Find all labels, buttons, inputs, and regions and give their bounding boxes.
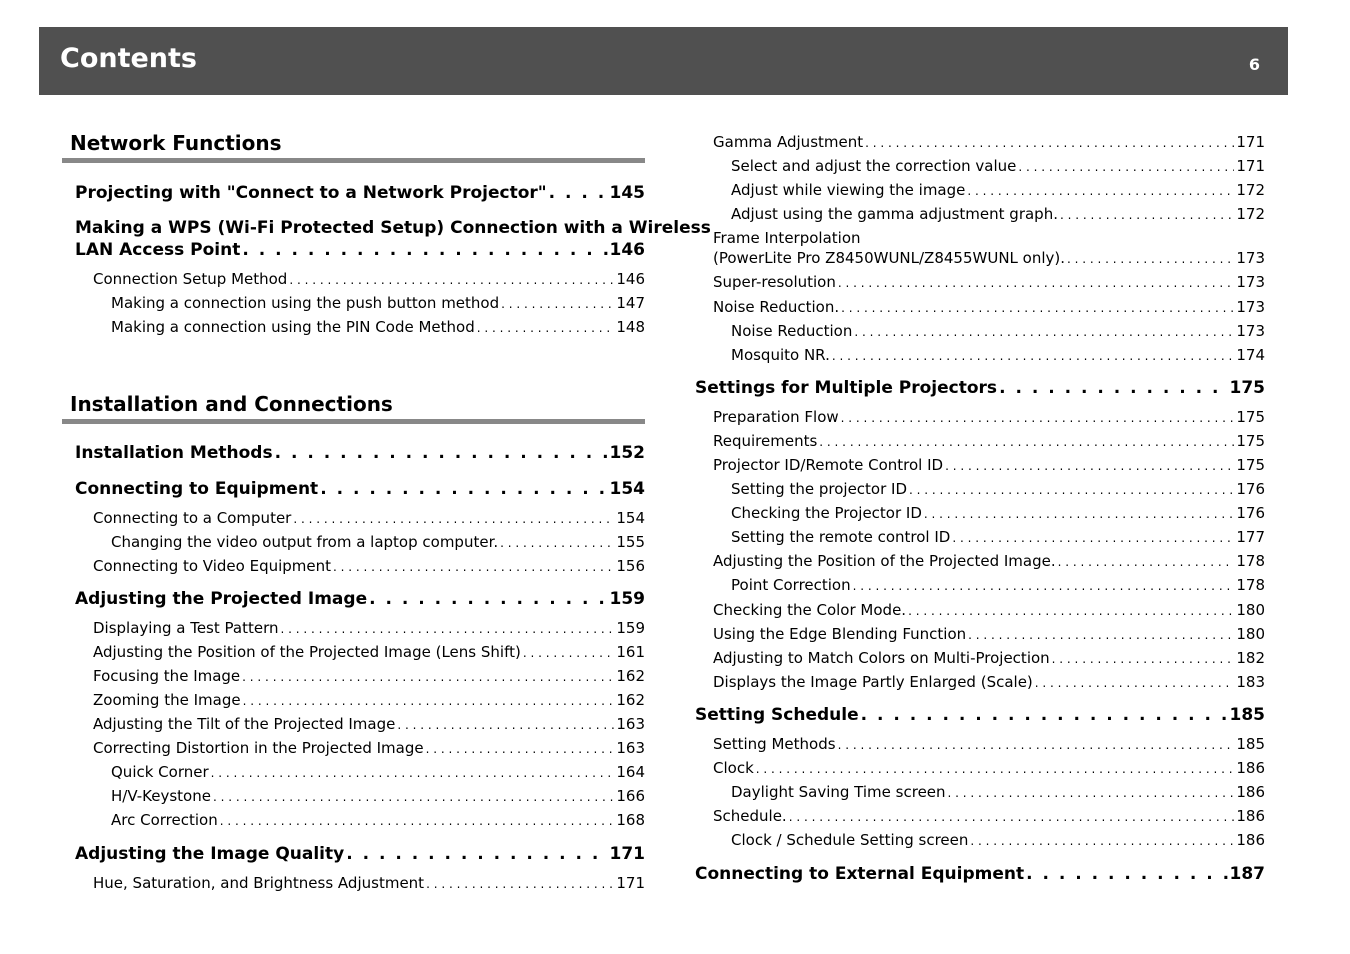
section-rule (62, 419, 645, 424)
toc-entry-setting-methods[interactable]: Setting Methods . . . 185 (713, 735, 1265, 753)
page-header (39, 27, 1288, 95)
toc-entry-clock[interactable]: Clock . . . 186 (713, 759, 1265, 777)
toc-entry-color-mode[interactable]: Checking the Color Mode. . . . 180 (713, 601, 1265, 619)
page-number: 6 (1248, 55, 1260, 74)
toc-entry-checking-projector-id[interactable]: Checking the Projector ID . . . 176 (731, 504, 1265, 522)
toc-entry-wps-connection[interactable]: LAN Access Point . . . 146 (75, 240, 645, 260)
toc-entry-select-correction-value[interactable]: Select and adjust the correction value . . . 171 (731, 157, 1265, 175)
toc-entry-test-pattern[interactable]: Displaying a Test Pattern . . . 159 (93, 619, 645, 637)
toc-entry-schedule[interactable]: Schedule. . . . 186 (713, 807, 1265, 825)
toc-entry-installation-methods[interactable]: Installation Methods . . . 152 (75, 443, 645, 463)
toc-entry-scale[interactable]: Displays the Image Partly Enlarged (Scale) . . . 183 (713, 673, 1265, 691)
toc-entry-remote-control-id[interactable]: Setting the remote control ID . . . 177 (731, 528, 1265, 546)
toc-entry-clock-schedule-screen[interactable]: Clock / Schedule Setting screen . . . 186 (731, 831, 1265, 849)
toc-entry-frame-interpolation-line1[interactable]: Frame Interpolation (713, 229, 861, 247)
toc-entry-connect-network-projector[interactable]: Projecting with "Connect to a Network Projector" . . . 145 (75, 183, 645, 203)
toc-entry-preparation-flow[interactable]: Preparation Flow . . . 175 (713, 408, 1265, 426)
toc-entry-adjust-viewing-image[interactable]: Adjust while viewing the image . . . 172 (731, 181, 1265, 199)
toc-entry-match-colors[interactable]: Adjusting to Match Colors on Multi-Projection . . . 182 (713, 649, 1265, 667)
toc-entry-wps-line1[interactable]: Making a WPS (Wi-Fi Protected Setup) Connection with a Wireless (75, 218, 711, 238)
toc-entry-pin-code-method[interactable]: Making a connection using the PIN Code Method . . . 148 (111, 318, 645, 336)
section-title-network-functions: Network Functions (70, 131, 282, 155)
toc-entry-point-correction[interactable]: Point Correction . . . 178 (731, 576, 1265, 594)
toc-entry-setting-projector-id[interactable]: Setting the projector ID . . . 176 (731, 480, 1265, 498)
toc-entry-adjusting-projected-image[interactable]: Adjusting the Projected Image . . . 159 (75, 589, 645, 609)
toc-entry-noise-reduction-sub[interactable]: Noise Reduction . . . 173 (731, 322, 1265, 340)
section-rule (62, 158, 645, 163)
toc-entry-connecting-video-equipment[interactable]: Connecting to Video Equipment . . . 156 (93, 557, 645, 575)
toc-entry-hv-keystone[interactable]: H/V-Keystone . . . 166 (111, 787, 645, 805)
toc-entry-connecting-to-computer[interactable]: Connecting to a Computer . . . 154 (93, 509, 645, 527)
toc-entry-zooming[interactable]: Zooming the Image . . . 162 (93, 691, 645, 709)
toc-entry-focusing[interactable]: Focusing the Image . . . 162 (93, 667, 645, 685)
toc-entry-push-button-method[interactable]: Making a connection using the push button method . . . 147 (111, 294, 645, 312)
toc-entry-video-output-laptop[interactable]: Changing the video output from a laptop computer. . . . 155 (111, 533, 645, 551)
toc-entry-connection-setup-method[interactable]: Connection Setup Method . . . 146 (93, 270, 645, 288)
toc-entry-projector-remote-id[interactable]: Projector ID/Remote Control ID . . . 175 (713, 456, 1265, 474)
toc-entry-connecting-to-equipment[interactable]: Connecting to Equipment . . . 154 (75, 479, 645, 499)
toc-entry-noise-reduction[interactable]: Noise Reduction. . . . 173 (713, 298, 1265, 316)
toc-entry-gamma-graph[interactable]: Adjust using the gamma adjustment graph. . . . 172 (731, 205, 1265, 223)
toc-entry-super-resolution[interactable]: Super-resolution . . . 173 (713, 273, 1265, 291)
page-title: Contents (60, 43, 198, 74)
toc-entry-quick-corner[interactable]: Quick Corner . . . 164 (111, 763, 645, 781)
toc-entry-lens-shift[interactable]: Adjusting the Position of the Projected Image (Lens Shift) . . . 161 (93, 643, 645, 661)
toc-entry-edge-blending[interactable]: Using the Edge Blending Function . . . 180 (713, 625, 1265, 643)
toc-entry-arc-correction[interactable]: Arc Correction . . . 168 (111, 811, 645, 829)
toc-entry-position-projected-image[interactable]: Adjusting the Position of the Projected Image. . . . 178 (713, 552, 1265, 570)
section-title-installation-connections: Installation and Connections (70, 392, 393, 416)
toc-entry-tilt[interactable]: Adjusting the Tilt of the Projected Image . . . 163 (93, 715, 645, 733)
toc-entry-hue-saturation[interactable]: Hue, Saturation, and Brightness Adjustment . . . 171 (93, 874, 645, 892)
toc-entry-correcting-distortion[interactable]: Correcting Distortion in the Projected Image . . . 163 (93, 739, 645, 757)
toc-entry-multiple-projectors[interactable]: Settings for Multiple Projectors . . . 175 (695, 378, 1265, 398)
toc-entry-gamma-adjustment[interactable]: Gamma Adjustment . . . 171 (713, 133, 1265, 151)
toc-entry-mosquito-nr[interactable]: Mosquito NR. . . . 174 (731, 346, 1265, 364)
toc-entry-image-quality[interactable]: Adjusting the Image Quality . . . 171 (75, 844, 645, 864)
toc-entry-external-equipment[interactable]: Connecting to External Equipment . . . 187 (695, 864, 1265, 884)
toc-entry-setting-schedule[interactable]: Setting Schedule . . . 185 (695, 705, 1265, 725)
toc-entry-daylight-saving[interactable]: Daylight Saving Time screen . . . 186 (731, 783, 1265, 801)
toc-entry-frame-interpolation[interactable]: (PowerLite Pro Z8450WUNL/Z8455WUNL only). . . . 173 (713, 249, 1265, 267)
toc-entry-requirements[interactable]: Requirements . . . 175 (713, 432, 1265, 450)
